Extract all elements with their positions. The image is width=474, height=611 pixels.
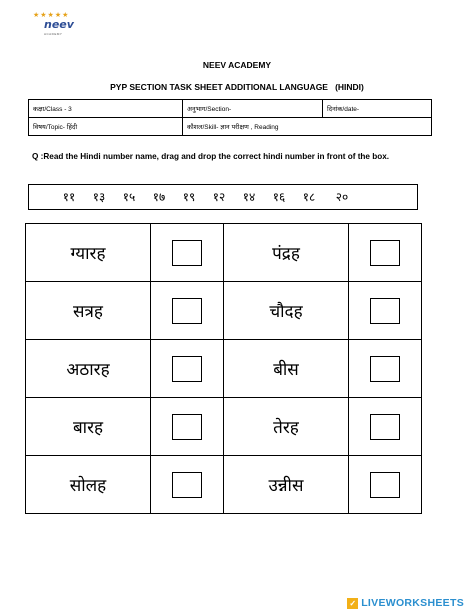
neev-logo xyxy=(26,12,88,40)
number-word: ग्यारह xyxy=(26,224,151,282)
number-word: सत्रह xyxy=(26,282,151,340)
number-word: तेरह xyxy=(224,398,349,456)
number-word: बारह xyxy=(26,398,151,456)
question-text: Q :Read the Hindi number name, drag and drop the correct hindi number in front of the box. xyxy=(32,152,390,161)
skill-cell: कौशल/Skill- ज्ञान परीक्षण , Reading xyxy=(183,118,432,136)
brand-text: LIVEWORKSHEETS xyxy=(361,597,464,609)
drop-box[interactable] xyxy=(172,414,202,440)
drop-box[interactable] xyxy=(370,240,400,266)
draggable-number[interactable]: १४ xyxy=(242,190,256,204)
drop-box[interactable] xyxy=(370,356,400,382)
draggable-number[interactable]: ११ xyxy=(62,190,76,204)
drop-box[interactable] xyxy=(172,298,202,324)
draggable-number[interactable]: १६ xyxy=(272,190,286,204)
table-row xyxy=(26,456,422,514)
draggable-number[interactable]: १९ xyxy=(182,190,196,204)
number-word: उन्नीस xyxy=(224,456,349,514)
drop-box[interactable] xyxy=(172,472,202,498)
info-table xyxy=(28,99,432,136)
number-word: चौदह xyxy=(224,282,349,340)
section-cell: अनुभाग/Section- xyxy=(183,100,323,118)
draggable-number[interactable]: १५ xyxy=(122,190,136,204)
number-word: पंद्रह xyxy=(224,224,349,282)
number-word: बीस xyxy=(224,340,349,398)
draggable-number[interactable]: १७ xyxy=(152,190,166,204)
topic-cell: विषय/Topic- हिंदी xyxy=(29,118,183,136)
draggable-number[interactable]: १३ xyxy=(92,190,106,204)
table-row xyxy=(26,224,422,282)
logo-text: neev xyxy=(44,18,74,31)
class-cell: कक्षा/Class - 3 xyxy=(29,100,183,118)
number-word: सोलह xyxy=(26,456,151,514)
drop-box[interactable] xyxy=(172,240,202,266)
drop-box[interactable] xyxy=(370,472,400,498)
school-name: NEEV ACADEMY xyxy=(202,60,272,70)
drop-box[interactable] xyxy=(172,356,202,382)
date-cell: दिनांक/date- xyxy=(323,100,432,118)
number-word: अठारह xyxy=(26,340,151,398)
matching-table xyxy=(25,223,422,514)
liveworksheets-icon: ✓ xyxy=(347,598,358,609)
number-bank xyxy=(28,184,418,210)
liveworksheets-brand xyxy=(347,597,464,609)
draggable-number[interactable]: २० xyxy=(335,190,349,204)
table-row xyxy=(26,398,422,456)
logo-stars: ★★★★★ xyxy=(33,12,70,19)
table-row xyxy=(26,282,422,340)
table-row xyxy=(26,340,422,398)
drop-box[interactable] xyxy=(370,298,400,324)
draggable-number[interactable]: १२ xyxy=(212,190,226,204)
logo-subtext: ACADEMY xyxy=(44,32,63,36)
drop-box[interactable] xyxy=(370,414,400,440)
draggable-number[interactable]: १८ xyxy=(302,190,316,204)
sheet-title: PYP SECTION TASK SHEET ADDITIONAL LANGUAGE (HINDI) xyxy=(110,82,364,92)
